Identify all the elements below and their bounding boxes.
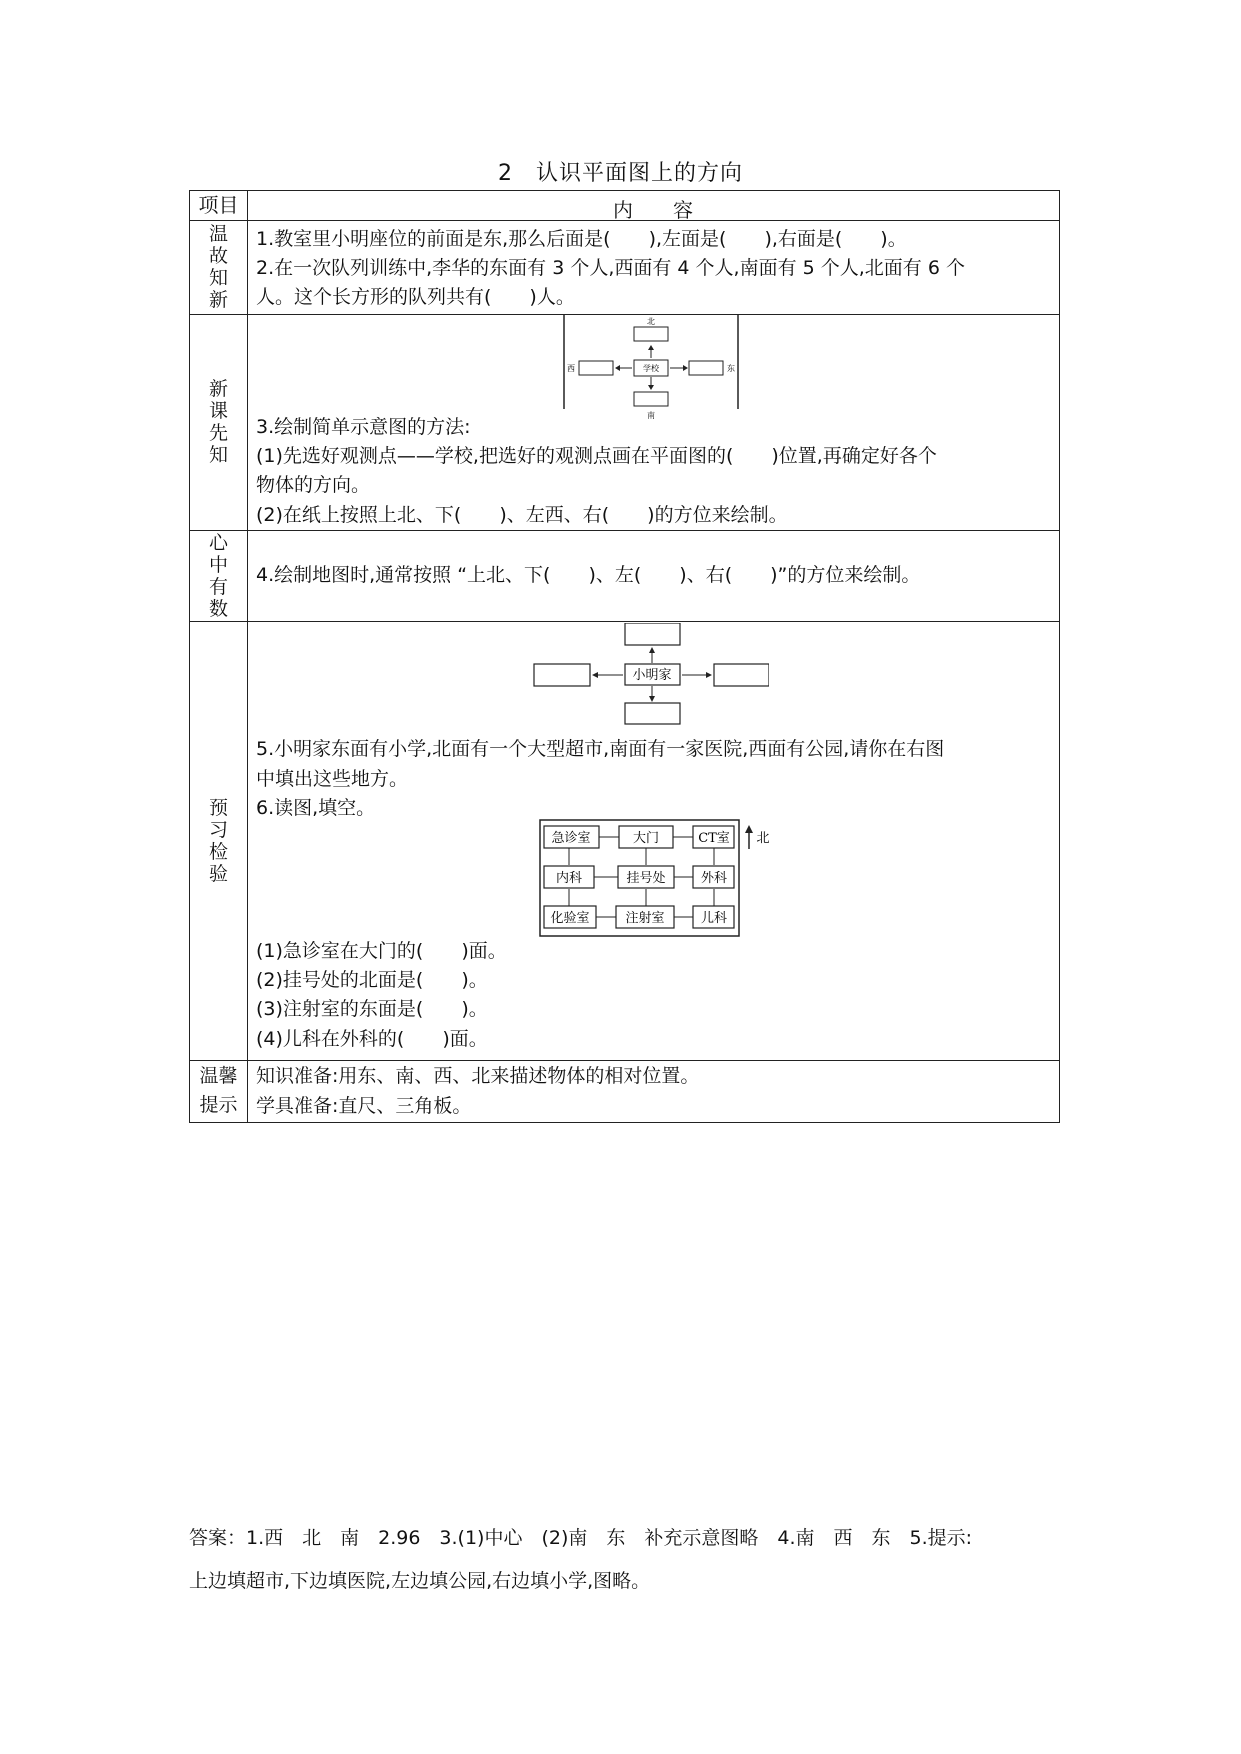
north-box [634, 327, 668, 341]
west-label: 西 [567, 364, 575, 373]
question-4: 4.绘制地图时,通常按照 “上北、下( )、左( )、右( )”的方位来绘制。 [256, 564, 921, 586]
header-item: 项目 [198, 193, 239, 217]
south-blank-box [625, 703, 680, 724]
room-registration-label: 挂号处 [626, 871, 666, 886]
question-6-part1: (1)急诊室在大门的( )面。 [256, 940, 507, 962]
label-char: 新 [208, 289, 228, 311]
question-3-part1-cont: 物体的方向。 [256, 474, 371, 496]
study-table [189, 190, 1060, 1123]
label-char: 先 [208, 422, 228, 444]
header-content: 内 容 [613, 198, 693, 222]
hospital-map [539, 819, 775, 937]
question-3-part2: (2)在纸上按照上北、下( )、左西、右( )的方位来绘制。 [256, 504, 788, 526]
room-ct-label: CT室 [698, 831, 730, 846]
row-label-review [190, 220, 247, 314]
tip-tools: 学具准备:直尺、三角板。 [256, 1095, 472, 1117]
question-5-line1: 5.小明家东面有小学,北面有一个大型超市,南面有一家医院,西面有公园,请你在右图 [256, 738, 945, 760]
east-blank-box [714, 664, 769, 686]
page-title: 2 认识平面图上的方向 [498, 161, 743, 186]
west-blank-box [534, 664, 590, 686]
question-6-part4: (4)儿科在外科的( )面。 [256, 1028, 488, 1050]
room-injection-label: 注射室 [625, 911, 665, 926]
question-1: 1.教室里小明座位的前面是东,那么后面是( ),左面是( ),右面是( )。 [256, 228, 907, 250]
question-6-part3: (3)注射室的东面是( )。 [256, 998, 488, 1020]
question-2-line2: 人。这个长方形的队列共有( )人。 [256, 286, 575, 308]
school-direction-diagram [562, 315, 752, 409]
label-char: 温馨 [199, 1065, 238, 1087]
label-char: 预 [208, 796, 228, 819]
question-5-line2: 中填出这些地方。 [256, 768, 409, 790]
label-char: 数 [208, 597, 228, 620]
label-char: 习 [208, 818, 228, 841]
question-3-part1: (1)先选好观测点——学校,把选好的观测点画在平面图的( )位置,再确定好各个 [256, 445, 937, 467]
home-direction-diagram [533, 623, 769, 725]
question-6-part2: (2)挂号处的北面是( )。 [256, 969, 488, 991]
answer-line-2: 上边填超市,下边填医院,左边填公园,右边填小学,图略。 [189, 1570, 651, 1592]
label-char: 心 [208, 531, 228, 554]
label-char: 知 [208, 267, 228, 289]
room-main-gate-label: 大门 [632, 831, 660, 846]
label-char: 故 [208, 245, 228, 267]
east-box [689, 361, 723, 375]
question-6-title: 6.读图,填空。 [256, 797, 376, 819]
north-indicator-label: 北 [756, 831, 770, 846]
label-char: 有 [208, 575, 228, 598]
row-label-preview [190, 314, 247, 530]
south-box [634, 392, 668, 406]
room-emergency-label: 急诊室 [551, 831, 591, 846]
school-label: 学校 [643, 364, 659, 373]
north-blank-box [625, 623, 680, 645]
row-divider [190, 621, 1059, 622]
label-char: 提示 [199, 1094, 238, 1116]
room-surgery-label: 外科 [700, 871, 728, 886]
label-char: 新 [208, 378, 228, 400]
row-label-practice [190, 621, 247, 1060]
room-lab-label: 化验室 [550, 911, 590, 926]
label-char: 温 [208, 223, 228, 245]
answer-line-1: 答案：1.西 北 南 2.96 3.(1)中心 (2)南 东 补充示意图略 4.南 西 东 5.提示: [189, 1527, 973, 1549]
north-label: 北 [647, 317, 655, 326]
row-label-tips [190, 1060, 247, 1122]
tip-knowledge: 知识准备:用东、南、西、北来描述物体的相对位置。 [256, 1065, 700, 1087]
label-char: 课 [208, 400, 228, 422]
room-pediatrics-label: 儿科 [700, 911, 728, 926]
label-char: 中 [208, 553, 228, 576]
south-label-text: 南 [647, 411, 655, 420]
room-internal-label: 内科 [555, 871, 583, 886]
question-2-line1: 2.在一次队列训练中,李华的东面有 3 个人,西面有 4 个人,南面有 5 个人,北面有 6 个 [256, 257, 965, 279]
east-label: 东 [727, 364, 735, 373]
label-char: 知 [208, 444, 228, 466]
label-char: 验 [208, 862, 228, 885]
label-char: 检 [208, 840, 228, 863]
west-box [579, 361, 613, 375]
question-3-title: 3.绘制简单示意图的方法: [256, 416, 471, 438]
answer-key [189, 1517, 1069, 1603]
row-label-summary [190, 530, 247, 621]
column-divider [247, 191, 248, 1122]
home-label: 小明家 [632, 668, 672, 683]
row-divider [190, 530, 1059, 531]
